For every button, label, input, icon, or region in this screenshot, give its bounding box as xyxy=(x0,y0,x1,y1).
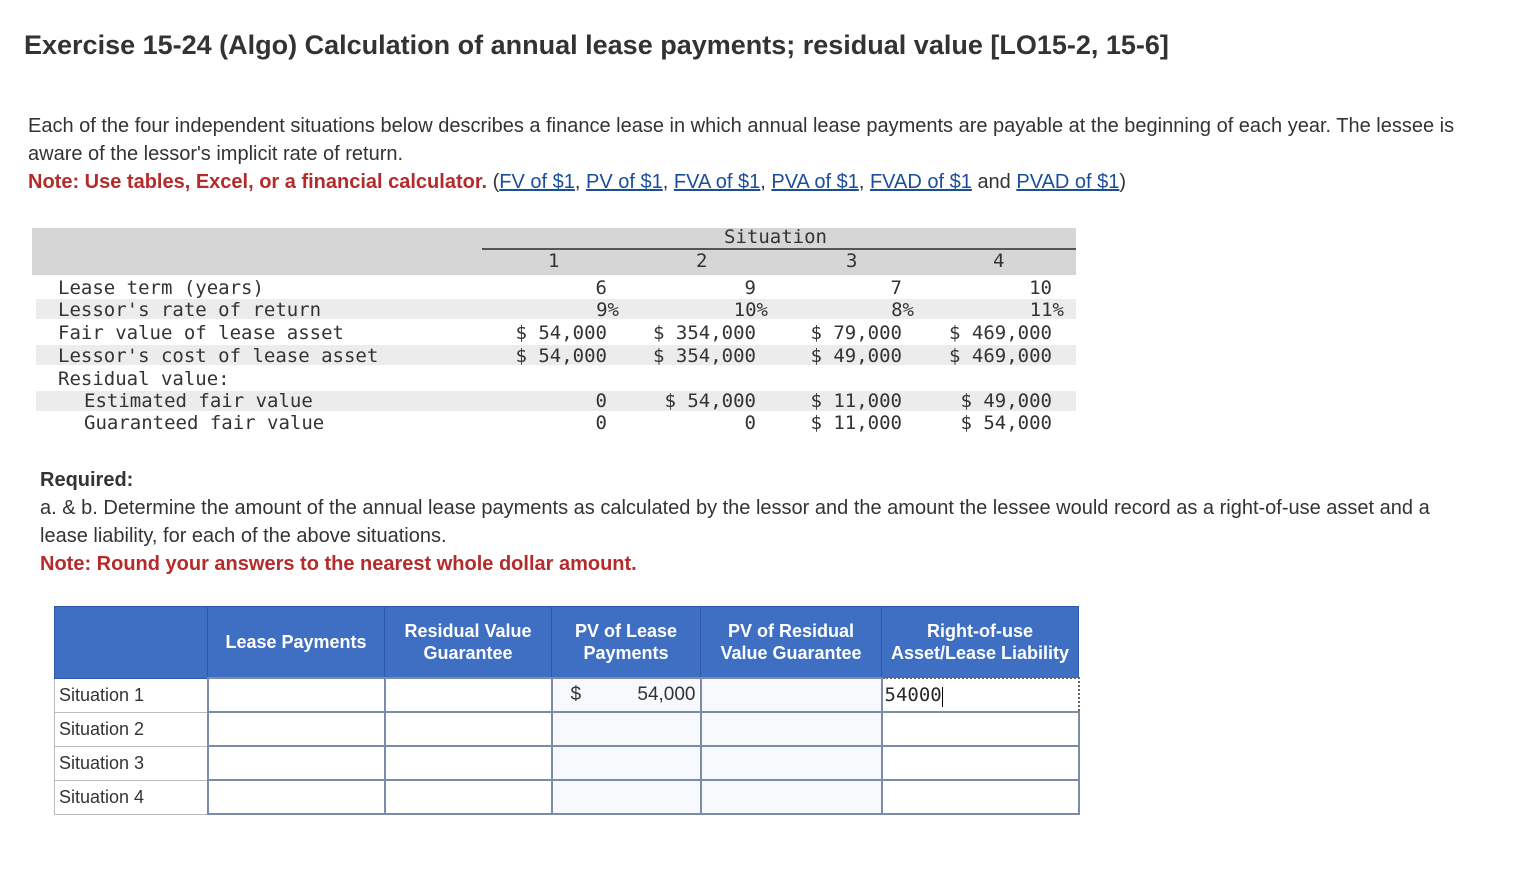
required-text: a. & b. Determine the amount of the annual lease payments as calculated by the lessor and the amount the lessee would record as a right-of-use asset and a lease liability, for each of the above situations. xyxy=(40,497,1430,547)
table-cell: 10% xyxy=(733,299,768,321)
table-cell: $ 11,000 xyxy=(810,412,902,434)
and-word: and xyxy=(977,171,1011,193)
page-title: Exercise 15-24 (Algo) Calculation of annual lease payments; residual value [LO15-2, 15-6] xyxy=(24,30,1169,60)
lease-payments-input[interactable] xyxy=(208,780,385,814)
grid-corner xyxy=(55,607,208,679)
col-pv-residual-guarantee: PV of Residual Value Guarantee xyxy=(701,607,882,679)
required-section xyxy=(40,466,1480,578)
pv-lease-payments-cell xyxy=(552,746,701,780)
situation-header: Situation xyxy=(724,226,827,248)
row-label: Residual value: xyxy=(58,368,230,390)
table-cell: 0 xyxy=(744,412,756,434)
pv-lease-payments-cell xyxy=(552,678,701,712)
row-label: Lease term (years) xyxy=(58,277,264,299)
link-pv[interactable]: PV of $1 xyxy=(586,171,663,193)
table-cell: $ 354,000 xyxy=(653,322,756,344)
row-label: Estimated fair value xyxy=(84,390,313,412)
table-row xyxy=(55,746,1079,780)
col-lease-payments: Lease Payments xyxy=(208,607,385,679)
situation-number: 3 xyxy=(846,250,858,272)
table-row xyxy=(55,780,1079,814)
rou-asset-input[interactable] xyxy=(882,780,1079,814)
header-divider xyxy=(482,248,1076,250)
pv-residual-guarantee-cell xyxy=(701,746,882,780)
rou-asset-input[interactable] xyxy=(882,746,1079,780)
required-heading: Required: xyxy=(40,469,134,491)
typed-value: 54000 xyxy=(884,684,942,706)
col-residual-guarantee: Residual Value Guarantee xyxy=(385,607,552,679)
pv-value: 54,000 xyxy=(637,684,696,705)
table-cell: $ 54,000 xyxy=(515,322,607,344)
table-cell: 9% xyxy=(596,299,619,321)
instructions: Each of the four independent situations below describes a finance lease in which annual lease payments are payable at the beginning of each year. The lessee is aware of the lessor's implicit rate of return. Note: Use tables, Excel, or a financial calculator. (FV of $1, PV of $1, FVA of $1, PVA of $1, FVAD of $1 and PVAD of $1) xyxy=(28,115,1455,193)
pv-residual-guarantee-cell xyxy=(701,678,882,712)
table-cell: 10 xyxy=(1029,277,1052,299)
rou-asset-input[interactable] xyxy=(882,712,1079,746)
pv-residual-guarantee-cell xyxy=(701,780,882,814)
row-label: Situation 2 xyxy=(55,712,208,746)
table-cell: 11% xyxy=(1029,299,1064,321)
pv-lease-payments-cell xyxy=(552,712,701,746)
table-cell: $ 11,000 xyxy=(810,390,902,412)
link-fv[interactable]: FV of $1 xyxy=(499,171,575,193)
open-paren: ( xyxy=(492,171,500,193)
note-label: Note: Use tables, Excel, or a financial calculator. xyxy=(28,171,488,193)
answer-grid xyxy=(54,606,1080,815)
text-caret xyxy=(942,687,943,707)
rou-asset-input[interactable] xyxy=(882,678,1079,712)
situation-number: 2 xyxy=(696,250,708,272)
pv-lease-payments-cell xyxy=(552,780,701,814)
table-cell: $ 54,000 xyxy=(960,412,1052,434)
lease-payments-input[interactable] xyxy=(208,712,385,746)
table-cell: 9 xyxy=(744,277,756,299)
table-cell: 0 xyxy=(595,390,607,412)
table-cell: 6 xyxy=(595,277,607,299)
table-cell: $ 49,000 xyxy=(810,345,902,367)
table-cell: $ 354,000 xyxy=(653,345,756,367)
lease-payments-input[interactable] xyxy=(208,678,385,712)
table-cell: 0 xyxy=(595,412,607,434)
table-cell: $ 54,000 xyxy=(515,345,607,367)
table-cell: $ 469,000 xyxy=(949,345,1052,367)
link-pva[interactable]: PVA of $1 xyxy=(771,171,859,193)
link-fva[interactable]: FVA of $1 xyxy=(673,171,761,193)
link-pvad[interactable]: PVAD of $1 xyxy=(1016,171,1120,193)
intro-text: Each of the four independent situations below describes a finance lease in which annual lease payments are payable at the beginning of each year. The lessee is aware of the lessor's implicit rate of return. xyxy=(28,115,1455,165)
table-cell: 7 xyxy=(890,277,902,299)
row-label: Guaranteed fair value xyxy=(84,412,325,434)
table-row xyxy=(55,678,1079,712)
table-row xyxy=(55,712,1079,746)
col-right-of-use-asset: Right-of-use Asset/Lease Liability xyxy=(882,607,1079,679)
residual-guarantee-input[interactable] xyxy=(385,712,552,746)
row-label: Situation 4 xyxy=(55,780,208,814)
pv-residual-guarantee-cell xyxy=(701,712,882,746)
table-cell: 8% xyxy=(891,299,914,321)
rounding-note: Note: Round your answers to the nearest whole dollar amount. xyxy=(40,553,637,575)
col-pv-lease-payments: PV of Lease Payments xyxy=(552,607,701,679)
situation-number: 1 xyxy=(548,250,560,272)
residual-guarantee-input[interactable] xyxy=(385,678,552,712)
table-cell: $ 49,000 xyxy=(960,390,1052,412)
row-label: Situation 3 xyxy=(55,746,208,780)
situation-number: 4 xyxy=(993,250,1005,272)
row-label: Situation 1 xyxy=(55,678,208,712)
row-label: Lessor's cost of lease asset xyxy=(58,345,379,367)
residual-guarantee-input[interactable] xyxy=(385,746,552,780)
row-label: Fair value of lease asset xyxy=(58,322,344,344)
table-cell: $ 79,000 xyxy=(810,322,902,344)
lease-payments-input[interactable] xyxy=(208,746,385,780)
residual-guarantee-input[interactable] xyxy=(385,780,552,814)
close-paren: ) xyxy=(1119,171,1127,193)
link-fvad[interactable]: FVAD of $1 xyxy=(869,171,972,193)
dollar-sign: $ xyxy=(570,684,582,705)
table-cell: $ 54,000 xyxy=(664,390,756,412)
table-cell: $ 469,000 xyxy=(949,322,1052,344)
row-label: Lessor's rate of return xyxy=(58,299,322,321)
